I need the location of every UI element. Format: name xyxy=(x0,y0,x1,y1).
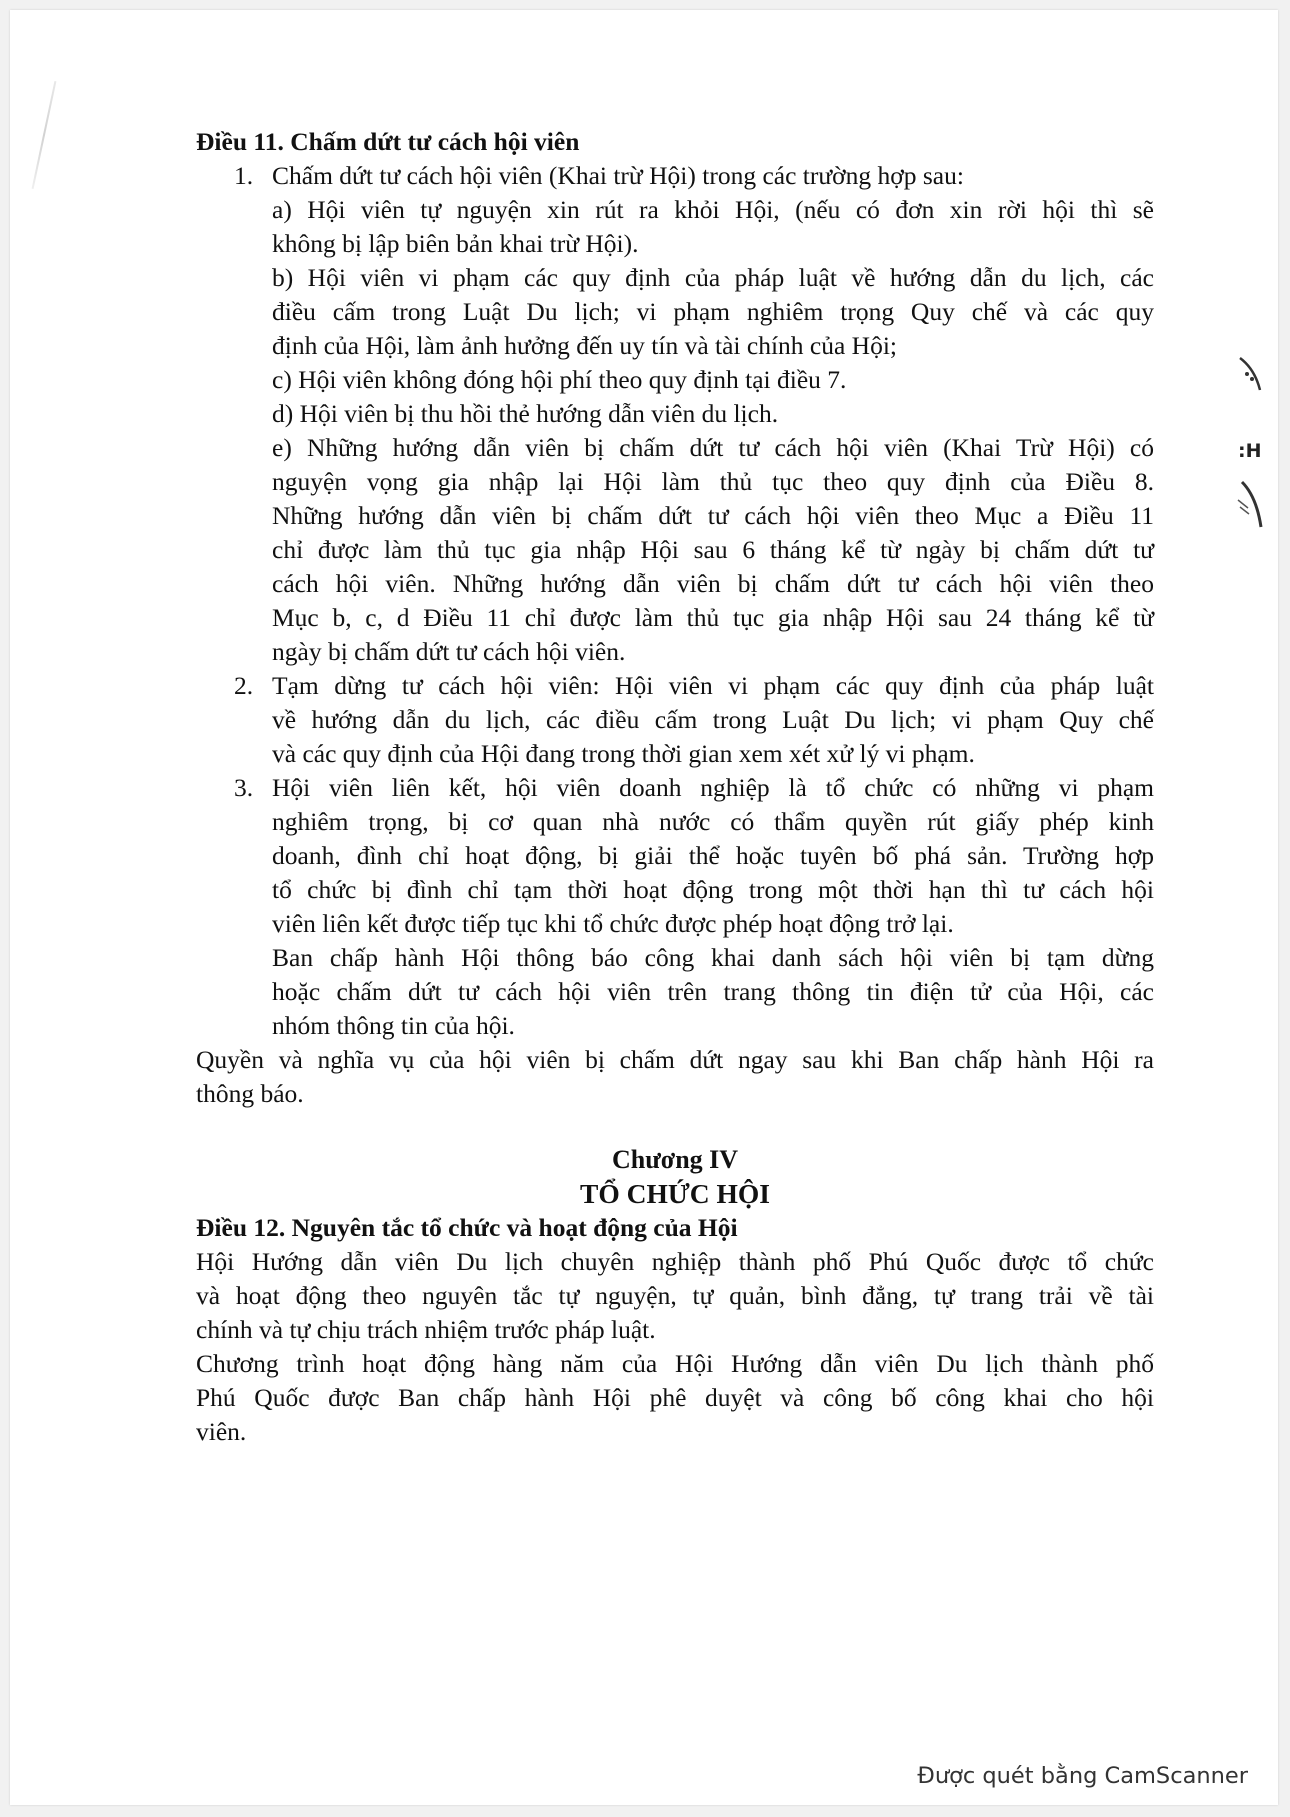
notice-line: hoặc chấm dứt tư cách hội viên trên trang thông tin điện tử của Hội, các xyxy=(272,977,1154,1006)
clause-e-line: e) Những hướng dẫn viên bị chấm dứt tư cách hội viên (Khai Trừ Hội) có xyxy=(272,433,1154,462)
clause-a-line: a) Hội viên tự nguyện xin rút ra khỏi Hội, (nếu có đơn xin rời hội thì sẽ xyxy=(272,195,1154,224)
closing-line: thông báo. xyxy=(196,1079,304,1108)
article-11-heading: Điều 11. Chấm dứt tư cách hội viên xyxy=(196,127,580,156)
camscanner-watermark: Được quét bằng CamScanner xyxy=(917,1763,1248,1789)
article-12-para-2-line: viên. xyxy=(196,1417,247,1446)
clause-b-line: điều cấm trong Luật Du lịch; vi phạm nghiêm trọng Quy chế và các quy xyxy=(272,297,1154,326)
article-12-para-1-line: chính và tự chịu trách nhiệm trước pháp luật. xyxy=(196,1315,656,1344)
item-number: 1. xyxy=(234,161,254,190)
document-body xyxy=(196,125,1154,1449)
clause-e-line: cách hội viên. Những hướng dẫn viên bị chấm dứt tư cách hội viên theo xyxy=(272,569,1154,598)
clause-e-line: Những hướng dẫn viên bị chấm dứt tư cách hội viên theo Mục a Điều 11 xyxy=(272,501,1154,530)
clause-d: d) Hội viên bị thu hồi thẻ hướng dẫn viên du lịch. xyxy=(272,399,779,428)
notice-line: nhóm thông tin của hội. xyxy=(272,1011,515,1040)
item-3-line: nghiêm trọng, bị cơ quan nhà nước có thẩm quyền rút giấy phép kinh xyxy=(272,807,1154,836)
spacer xyxy=(196,1111,1154,1143)
article-12-para-2-line: Phú Quốc được Ban chấp hành Hội phê duyệt và công bố công khai cho hội xyxy=(196,1383,1154,1412)
clause-e-line: ngày bị chấm dứt tư cách hội viên. xyxy=(272,637,626,666)
clause-a-line: không bị lập biên bản khai trừ Hội). xyxy=(272,229,639,258)
clause-e-line: Mục b, c, d Điều 11 chỉ được làm thủ tục gia nhập Hội sau 24 tháng kể từ xyxy=(272,603,1154,632)
stamp-arc-top xyxy=(1240,358,1260,390)
item-2-line: về hướng dẫn du lịch, các điều cấm trong Luật Du lịch; vi phạm Quy chế xyxy=(272,705,1154,734)
item-number: 3. xyxy=(234,773,254,802)
clause-c: c) Hội viên không đóng hội phí theo quy định tại điều 7. xyxy=(272,365,847,394)
item-text: Hội viên liên kết, hội viên doanh nghiệp là tổ chức có những vi phạm xyxy=(272,773,1154,802)
item-3-line: doanh, đình chỉ hoạt động, bị giải thể hoặc tuyên bố phá sản. Trường hợp xyxy=(272,841,1154,870)
stamp-dot xyxy=(1245,372,1249,376)
clause-e-line: nguyện vọng gia nhập lại Hội làm thủ tục theo quy định của Điều 8. xyxy=(272,467,1154,496)
closing-line: Quyền và nghĩa vụ của hội viên bị chấm dứt ngay sau khi Ban chấp hành Hội ra xyxy=(196,1045,1154,1074)
stamp-dot xyxy=(1250,377,1254,381)
clause-e-line: chỉ được làm thủ tục gia nhập Hội sau 6 tháng kể từ ngày bị chấm dứt tư xyxy=(272,535,1154,564)
article-12-heading: Điều 12. Nguyên tắc tổ chức và hoạt động của Hội xyxy=(196,1213,738,1242)
item-2-line: và các quy định của Hội đang trong thời gian xem xét xử lý vi phạm. xyxy=(272,739,975,768)
item-3-line: tổ chức bị đình chỉ tạm thời hoạt động trong một thời hạn thì tư cách hội xyxy=(272,875,1154,904)
notice-line: Ban chấp hành Hội thông báo công khai danh sách hội viên bị tạm dừng xyxy=(272,943,1154,972)
article-11-item-3 xyxy=(196,771,1154,805)
article-12-para-1-line: và hoạt động theo nguyên tắc tự nguyện, tự quản, bình đẳng, tự trang trải về tài xyxy=(196,1281,1154,1310)
clause-b-line: định của Hội, làm ảnh hưởng đến uy tín và tài chính của Hội; xyxy=(272,331,897,360)
item-3-line: viên liên kết được tiếp tục khi tổ chức được phép hoạt động trở lại. xyxy=(272,909,954,938)
clause-b-line: b) Hội viên vi phạm các quy định của pháp luật về hướng dẫn du lịch, các xyxy=(272,263,1154,292)
article-11-item-2 xyxy=(196,669,1154,703)
article-12-para-1-line: Hội Hướng dẫn viên Du lịch chuyên nghiệp thành phố Phú Quốc được tổ chức xyxy=(196,1247,1154,1276)
item-text: Chấm dứt tư cách hội viên (Khai trừ Hội) trong các trường hợp sau: xyxy=(272,161,964,190)
item-text: Tạm dừng tư cách hội viên: Hội viên vi phạm các quy định của pháp luật xyxy=(272,671,1154,700)
scan-streak xyxy=(32,81,57,189)
item-number: 2. xyxy=(234,671,254,700)
chapter-title: TỔ CHỨC HỘI xyxy=(580,1178,770,1209)
chapter-label: Chương IV xyxy=(611,1145,739,1174)
stamp-letters: :H xyxy=(1238,440,1262,462)
margin-stamp-marks xyxy=(1234,352,1264,552)
stamp-text-fragment xyxy=(1238,500,1249,514)
article-11-item-1 xyxy=(196,159,1154,193)
stamp-arc-bottom xyxy=(1242,482,1261,527)
article-12-para-2-line: Chương trình hoạt động hàng năm của Hội Hướng dẫn viên Du lịch thành phố xyxy=(196,1349,1154,1378)
